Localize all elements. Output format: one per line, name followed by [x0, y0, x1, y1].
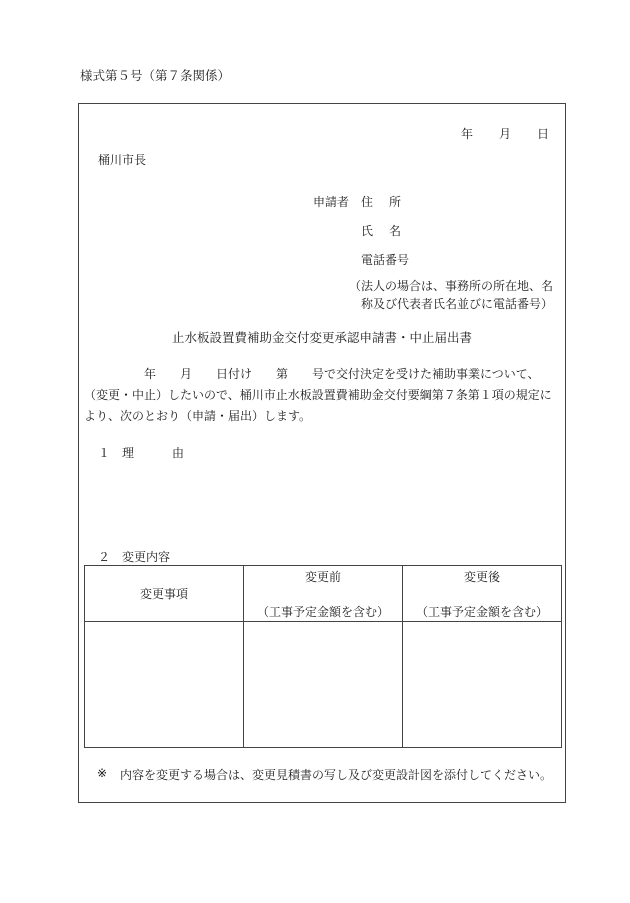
header-before — [244, 566, 403, 622]
header-after-label: 変更後 — [463, 569, 500, 584]
item1-number: １ — [98, 446, 111, 460]
body-line-2: （変更・中止）したいので、桶川市止水板設置費補助金交付要綱第７条第１項の規定に — [84, 388, 552, 402]
cell-before[interactable] — [244, 622, 403, 748]
corp-note-line1: （法人の場合は、事務所の所在地、名 — [349, 279, 554, 293]
body-line-1: 年 月 日付け 第 号で交付決定を受けた補助事業について、 — [84, 367, 540, 381]
header-before-sub: （工事予定金額を含む） — [256, 604, 389, 619]
item2-label: 変更内容 — [122, 550, 171, 564]
date-line — [461, 125, 549, 142]
corp-note-line2: 称及び代表者氏名並びに電話番号） — [361, 297, 554, 311]
table-row — [85, 622, 562, 748]
month-label: 月 — [499, 127, 512, 141]
year-label: 年 — [461, 127, 474, 141]
item1-label: 理由 — [122, 446, 223, 460]
body-line-3: より、次のとおり（申請・届出）します。 — [84, 409, 312, 423]
day-label: 日 — [537, 127, 550, 141]
applicant-label: 申請者 — [313, 195, 350, 209]
header-after — [403, 566, 562, 622]
phone-label: 電話番号 — [361, 253, 410, 267]
changes-table — [84, 565, 562, 748]
document-title: 止水板設置費補助金交付変更承認申請書・中止届出書 — [172, 330, 473, 345]
name-label: 氏名 — [361, 224, 418, 238]
addressee: 桶川市長 — [98, 153, 147, 167]
table-header-row — [85, 566, 562, 622]
header-after-sub: （工事予定金額を含む） — [415, 604, 548, 619]
cell-after[interactable] — [403, 622, 562, 748]
form-number: 様式第５号（第７条関係） — [80, 68, 231, 83]
header-change-item-label: 変更事項 — [139, 587, 188, 601]
address-label: 住所 — [361, 195, 418, 209]
cell-change-item[interactable] — [85, 622, 244, 748]
header-before-label: 変更前 — [304, 569, 341, 584]
header-change-item — [85, 566, 244, 622]
footnote-text: 内容を変更する場合は、変更見積書の写し及び変更設計図を添付してください。 — [120, 768, 553, 782]
footnote-mark: ※ — [97, 766, 108, 780]
body-text — [84, 364, 564, 427]
item2-number: ２ — [98, 550, 111, 564]
